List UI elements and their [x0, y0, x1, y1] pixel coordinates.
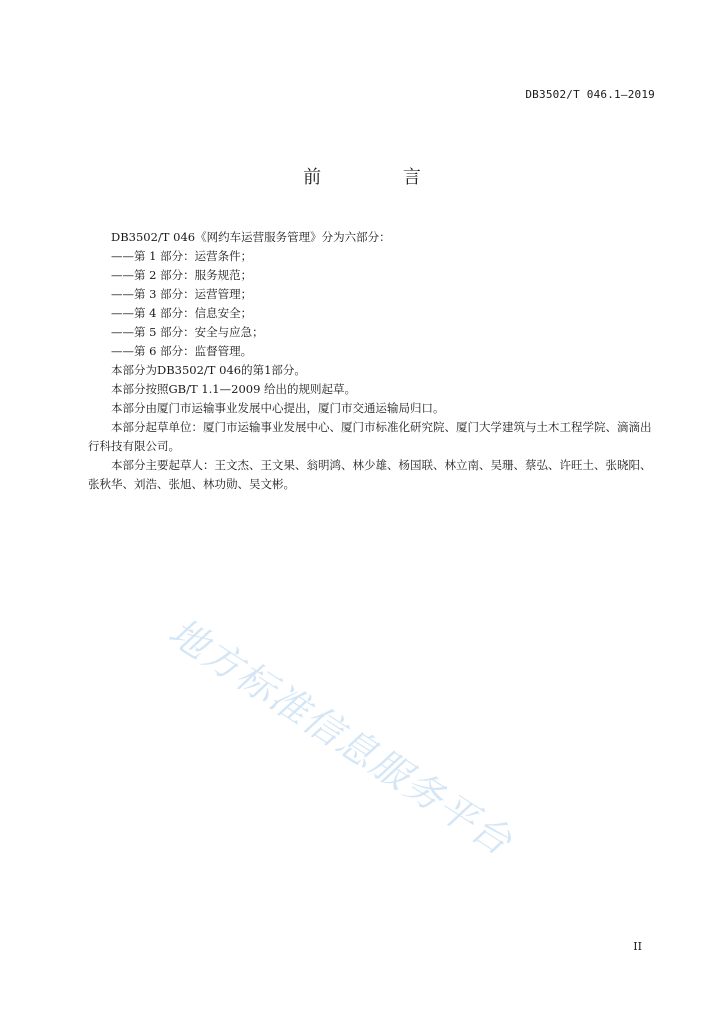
paragraph: ——第 4 部分：信息安全； [111, 306, 253, 320]
page-title: 前 言 [303, 167, 459, 188]
paragraph: 本部分主要起草人：王文杰、王文果、翁明鸿、林少雄、杨国联、林立南、吴珊、蔡弘、许旺土、张晓阳、张秋华、刘浩、张旭、林功勋、吴文彬。 [88, 458, 652, 491]
paragraph: DB3502/T 046《网约车运营服务管理》分为六部分： [111, 230, 391, 244]
page-number: II [633, 940, 642, 953]
watermark: 地方标准信息服务平台 [161, 609, 521, 865]
paragraph: ——第 3 部分：运营管理； [111, 287, 253, 301]
paragraph: 本部分为DB3502/T 046的第1部分。 [111, 363, 306, 377]
paragraph: ——第 1 部分：运营条件； [111, 249, 253, 263]
paragraph: 本部分起草单位：厦门市运输事业发展中心、厦门市标准化研究院、厦门大学建筑与土木工程学院、滴滴出行科技有限公司。 [88, 420, 652, 453]
paragraph: 本部分按照GB/T 1.1—2009 给出的规则起草。 [111, 382, 357, 396]
paragraph: ——第 6 部分：监督管理。 [111, 344, 253, 358]
paragraph: 本部分由厦门市运输事业发展中心提出，厦门市交通运输局归口。 [111, 401, 445, 415]
paragraph: ——第 5 部分：安全与应急； [111, 325, 264, 339]
paragraph: ——第 2 部分：服务规范； [111, 268, 253, 282]
foreword-body [88, 228, 658, 494]
document-code: DB3502/T 046.1—2019 [525, 88, 655, 101]
